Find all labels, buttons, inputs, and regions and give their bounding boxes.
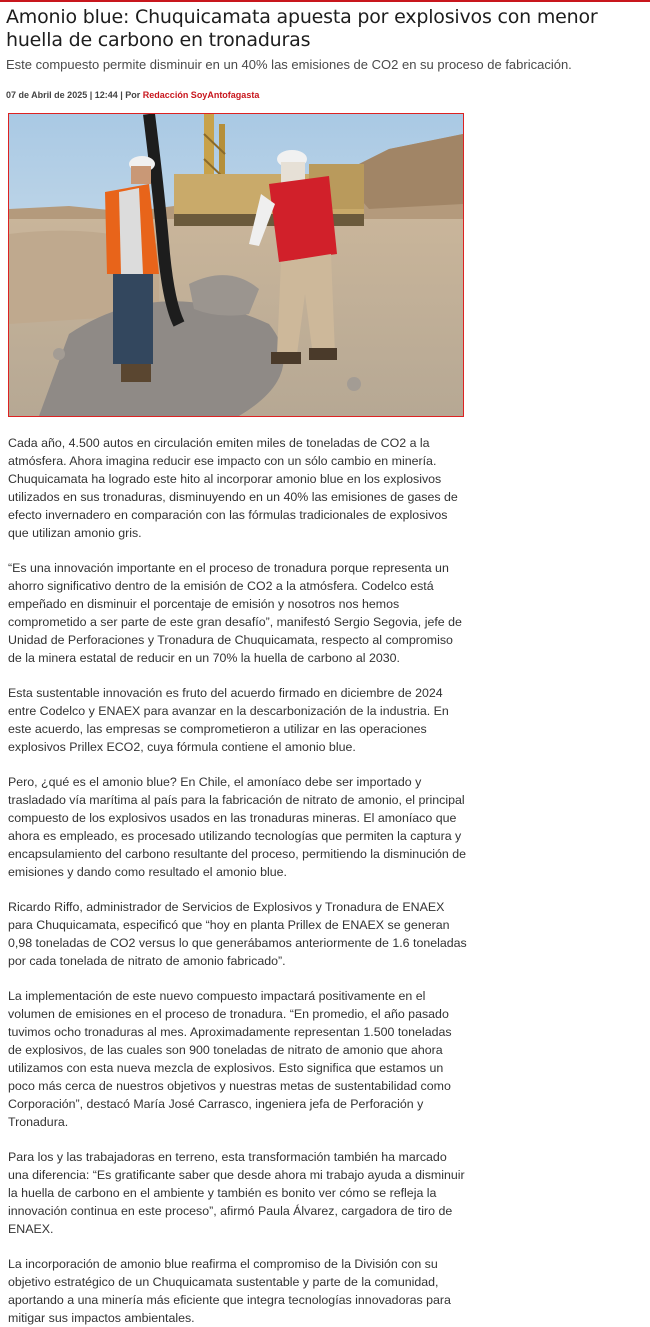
article-paragraph: La incorporación de amonio blue reafirma el compromiso de la División con su objetivo estratégico de un Chuquicamata sustentable y parte de la comunidad, aportando a una minería más eficiente que integra tecnologías innovadoras para mitigar sus impactos ambientales. [8,1257,451,1325]
article-body [8,434,468,1327]
article-paragraph: La implementación de este nuevo compuesto impactará positivamente en el volumen de emisiones en el proceso de tronadura. “En promedio, el año pasado tuvimos ocho tronaduras al mes. Aproximadamente representan 1.500 toneladas de explosivos, de las cuales son 900 toneladas de nitrato de amonio que ahora utilizamos con esta nueva mezcla de explosivos. Esto significa que estamos un poco más cerca de nuestros objetivos y nuestras metas de sustentabilidad como Corporación”, destacó María José Carrasco, ingeniera jefa de Perforación y Tronadura. [8,989,452,1129]
article-paragraph: “Es una innovación importante en el proceso de tronadura porque representa un ahorro significativo dentro de la emisión de CO2 a la atmósfera. Codelco está empeñado en disminuir el porcentaje de emisión y nosotros nos hemos comprometido a ser parte de este gran desafío”, manifestó Sergio Segovia, jefe de Unidad de Perforaciones y Tronadura de Chuquicamata, respecto al compromiso de la minera estatal de reducir en un 70% la huella de carbono al 2030. [8,561,462,665]
top-accent-rule [0,0,650,2]
article-paragraph: Cada año, 4.500 autos en circulación emiten miles de toneladas de CO2 a la atmósfera. Ahora imagina reducir ese impacto con un sólo cambio en minería. Chuquicamata ha logrado este hito al incorporar amonio blue en los explosivos utilizados en sus tronaduras, disminuyendo en un 40% las emisiones de gases de efecto invernadero en comparación con las fórmulas tradicionales de explosivos que utilizan amonio gris. [8,436,458,540]
article-title: Amonio blue: Chuquicamata apuesta por explosivos con menor huella de carbono en tronaduras [6,6,598,51]
article-paragraph: Pero, ¿qué es el amonio blue? En Chile, el amoníaco debe ser importado y trasladado vía marítima al país para la fabricación de nitrato de amonio, el principal compuesto de los explosivos usados en las tronaduras mineras. El amoníaco que ahora es empleado, es procesado utilizando tecnologías que permiten la captura y encapsulamiento del carbono resultante del proceso, permitiendo la disminución de emisiones y dando como resultado el amonio blue. [8,775,467,879]
article-photo [8,113,464,417]
article-paragraph: Para los y las trabajadoras en terreno, esta transformación también ha marcado una diferencia: “Es gratificante saber que desde ahora mi trabajo ayuda a disminuir la huella de carbono en el ambiente y también es bonito ver cómo se refleja la innovación continua en este proceso”, afirmó Paula Álvarez, cargadora de tiro de ENAEX. [8,1150,465,1236]
author-link[interactable]: Redacción SoyAntofagasta [142,90,260,100]
byline [6,90,650,102]
article-paragraph: Esta sustentable innovación es fruto del acuerdo firmado en diciembre de 2024 entre Codelco y ENAEX para avanzar en la descarbonización de la industria. En este acuerdo, las empresas se comprometieron a utilizar en las operaciones explosivos Prillex ECO2, cuya fórmula contiene el amonio blue. [8,686,449,754]
mine-workers-photo [9,114,463,416]
publish-date: 07 de Abril de 2025 | 12:44 | Por [6,90,141,100]
article-subtitle: Este compuesto permite disminuir en un 40% las emisiones de CO2 en su proceso de fabricación. [6,57,572,72]
article-paragraph: Ricardo Riffo, administrador de Servicios de Explosivos y Tronadura de ENAEX para Chuquicamata, especificó que “hoy en planta Prillex de ENAEX se generan 0,98 toneladas de CO2 versus lo que generábamos anteriormente de 1.6 toneladas por cada tonelada de nitrato de amonio fabricado”. [8,900,467,968]
article [0,6,650,1327]
